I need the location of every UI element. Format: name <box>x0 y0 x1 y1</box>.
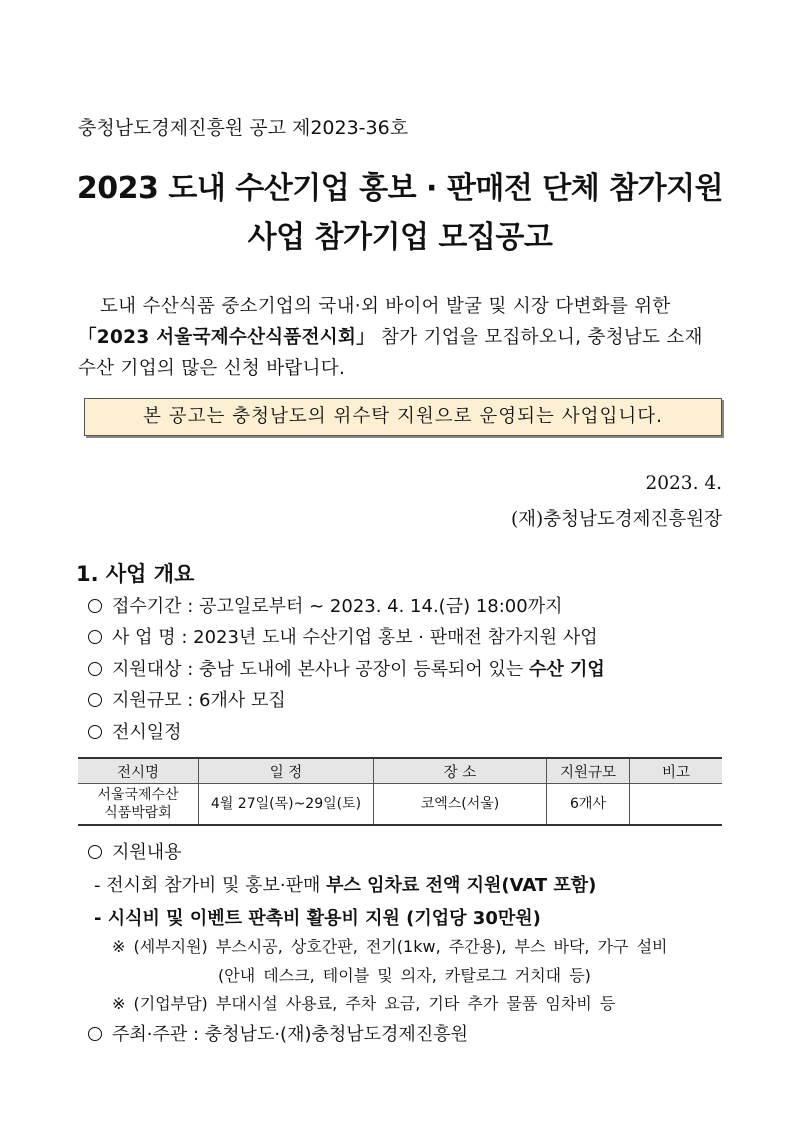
scale-cell: 6개사 <box>547 784 630 826</box>
circle-bullet-icon <box>88 845 102 859</box>
table-row <box>78 784 722 826</box>
overview-item <box>88 718 182 744</box>
table-header-row <box>78 758 722 784</box>
cell-line: 식품박람회 <box>104 805 172 821</box>
schedule-cell: 4월 27일(목)~29일(토) <box>199 784 374 826</box>
detail-note-1-cont: (안내 데스크, 테이블 및 의자, 카탈로그 거치대 등) <box>218 966 591 985</box>
item-text: 사 업 명 : 2023년 도내 수산기업 홍보 · 판매전 참가지원 사업 <box>112 627 598 648</box>
detail-note-2: ※ (기업부담) 부대시설 사용료, 주차 요금, 기타 추가 물품 임차비 등 <box>112 994 616 1013</box>
exhibition-name-cell <box>78 784 199 826</box>
venue-cell: 코엑스(서울) <box>374 784 547 826</box>
support-heading <box>88 838 182 864</box>
item-text: - 전시회 참가비 및 홍보·판매 <box>94 875 327 896</box>
intro-line-2-rest: 참가 기업을 모집하오니, 충청남도 소재 <box>374 327 703 348</box>
cell-line: 서울국제수산 <box>97 787 179 803</box>
table-header: 장 소 <box>374 758 547 784</box>
overview-item <box>88 623 598 649</box>
item-text: 지원규모 : 6개사 모집 <box>112 690 286 711</box>
table-header: 일 정 <box>199 758 374 784</box>
title-line-1: 2023 도내 수산기업 홍보 · 판매전 단체 참가지원 <box>76 171 724 206</box>
item-text: 전시일정 <box>112 722 182 743</box>
table-header: 전시명 <box>78 758 199 784</box>
circle-bullet-icon <box>88 693 102 707</box>
detail-note-1: ※ (세부지원) 부스시공, 상호간판, 전기(1kw, 주간용), 부스 바닥, 가구 설비 <box>112 937 668 956</box>
circle-bullet-icon <box>88 630 102 644</box>
overview-item <box>88 686 286 712</box>
intro-line-3: 수산 기업의 많은 신청 바랍니다. <box>78 358 346 379</box>
circle-bullet-icon <box>88 662 102 676</box>
notice-number: 충청남도경제진흥원 공고 제2023-36호 <box>78 117 409 139</box>
exhibition-schedule-table <box>78 757 722 826</box>
highlight-box: 본 공고는 충청남도의 위수탁 지원으로 운영되는 사업입니다. <box>84 398 722 436</box>
exhibition-name: 「2023 서울국제수산식품전시회」 <box>78 327 375 348</box>
overview-item <box>88 655 605 681</box>
intro-line-2 <box>78 323 703 349</box>
section-heading: 1. 사업 개요 <box>76 562 195 586</box>
overview-item <box>88 592 563 618</box>
circle-bullet-icon <box>88 725 102 739</box>
item-text: 주최·주관 : 충청남도·(재)충청남도경제진흥원 <box>112 1024 468 1045</box>
support-line-1 <box>94 871 596 897</box>
table-header: 지원규모 <box>547 758 630 784</box>
circle-bullet-icon <box>88 1027 102 1041</box>
circle-bullet-icon <box>88 599 102 613</box>
organizer-item <box>88 1020 468 1046</box>
notice-date: 2023. 4. <box>645 473 722 494</box>
issuer: (재)충청남도경제진흥원장 <box>510 509 722 530</box>
note-cell <box>630 784 723 826</box>
title-line-2: 사업 참가기업 모집공고 <box>247 220 553 255</box>
intro-line-1: 도내 수산식품 중소기업의 국내·외 바이어 발굴 및 시장 다변화를 위한 <box>100 296 671 317</box>
item-text: 지원내용 <box>112 842 182 863</box>
item-text: 지원대상 : 충남 도내에 본사나 공장이 등록되어 있는 <box>112 659 529 680</box>
support-line-2: - 시식비 및 이벤트 판촉비 활용비 지원 (기업당 30만원) <box>94 908 541 929</box>
item-text: 접수기간 : 공고일로부터 ~ 2023. 4. 14.(금) 18:00까지 <box>112 596 563 617</box>
table-header: 비고 <box>630 758 723 784</box>
item-bold-text: 수산 기업 <box>528 659 605 680</box>
item-bold-text: 부스 임차료 전액 지원(VAT 포함) <box>326 875 597 896</box>
